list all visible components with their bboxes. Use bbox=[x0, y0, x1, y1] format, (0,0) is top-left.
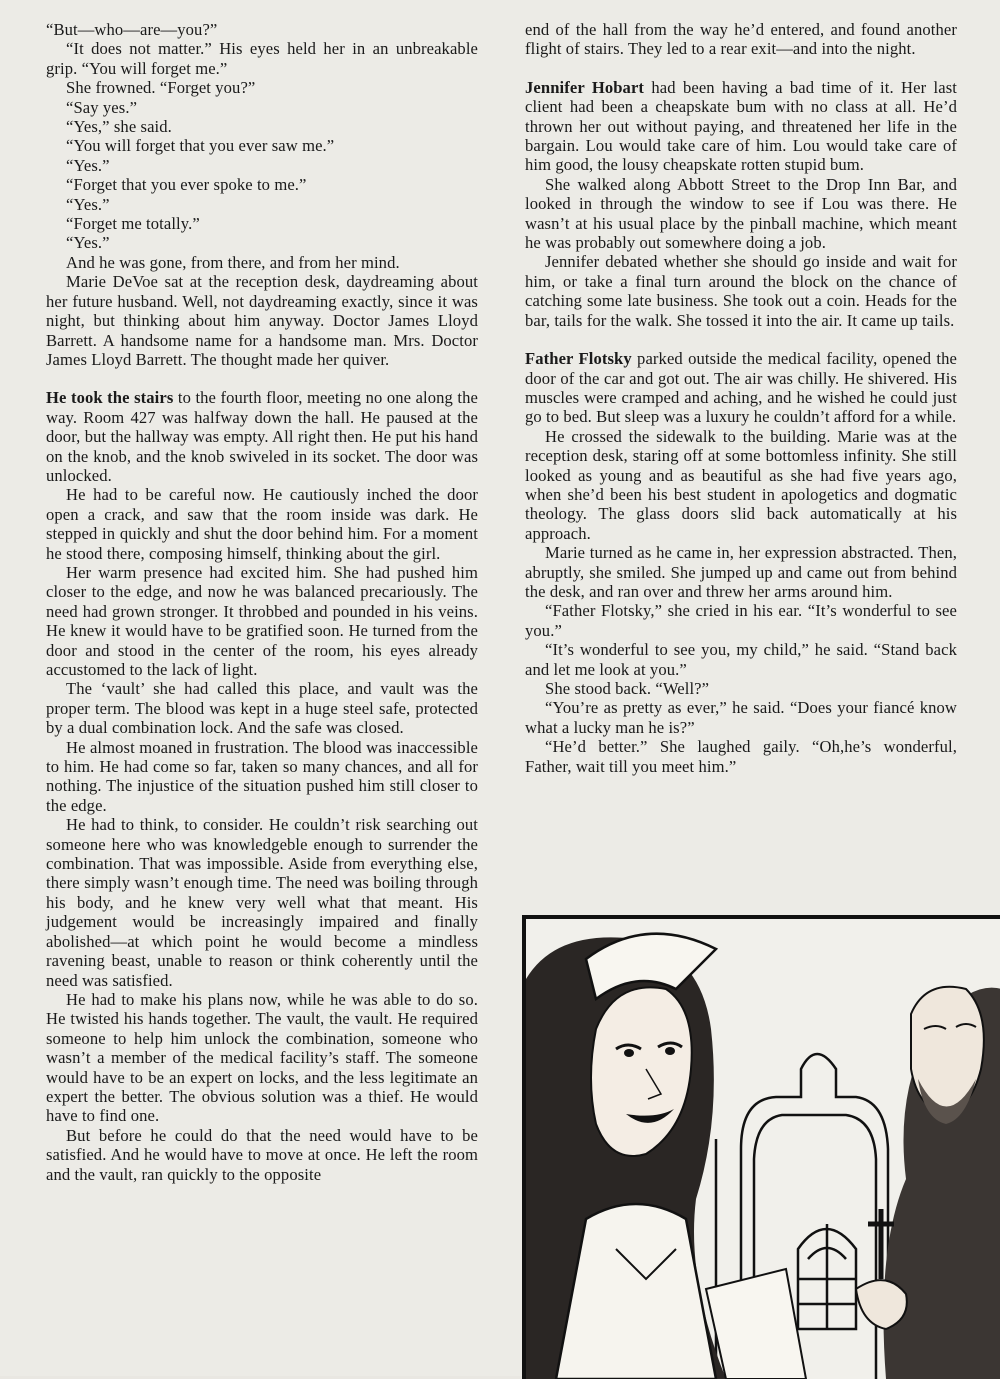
paragraph bbox=[46, 214, 478, 233]
section-lead-in: He took the stairs bbox=[46, 388, 174, 408]
paragraph bbox=[46, 39, 478, 78]
paragraph bbox=[46, 990, 478, 1126]
paragraph-text: “It’s wonderful to see you, my child,” he said. “Stand back and let me look at you.” bbox=[525, 640, 957, 679]
paragraph-text: She frowned. “Forget you?” bbox=[66, 78, 256, 98]
paragraph-text: And he was gone, from there, and from her mind. bbox=[66, 252, 400, 272]
paragraph-text: to the fourth floor, meeting no one along the way. Room 427 was halfway down the hall. He paused at the door, but the hallway was empty. All right then. He put his hand on the knob, and the knob swiveled in its socket. The door was unlocked. bbox=[46, 388, 478, 485]
paragraph bbox=[46, 485, 478, 563]
paragraph bbox=[525, 679, 957, 698]
paragraph bbox=[46, 175, 478, 194]
paragraph-text: “It does not matter.” His eyes held her in an unbreakable grip. “You will forget me.” bbox=[46, 39, 478, 78]
paragraph bbox=[46, 233, 478, 252]
paragraph bbox=[46, 117, 478, 136]
right-text-column bbox=[525, 20, 957, 776]
paragraph-text: “You’re as pretty as ever,” he said. “Does your fiancé know what a lucky man he is?” bbox=[525, 698, 957, 737]
paragraph-text: But before he could do that the need would have to be satisfied. And he would have to move at once. He left the room and the vault, ran quickly to the opposite bbox=[46, 1125, 478, 1184]
paragraph bbox=[46, 253, 478, 272]
paragraph-text: He crossed the sidewalk to the building. Marie was at the reception desk, staring off at some bottomless infinity. She still looked as young and as beautiful as she had five years ago, when she’d been his best student in apologetics and dogmatic theology. The glass doors slid back automatically at his approach. bbox=[525, 426, 957, 543]
paragraph-text: “Yes.” bbox=[66, 155, 110, 175]
paragraph-text: Jennifer debated whether she should go inside and wait for him, or take a final turn around the block on the chance of catching some late business. She took out a coin. Heads for the bar, tails for the walk. She tossed it into the air. It came up tails. bbox=[525, 252, 957, 330]
paragraph-text: “Forget that you ever spoke to me.” bbox=[66, 175, 307, 195]
left-text-column bbox=[46, 20, 478, 1184]
paragraph bbox=[46, 738, 478, 816]
paragraph bbox=[525, 349, 957, 427]
paragraph bbox=[46, 136, 478, 155]
paragraph bbox=[46, 1126, 478, 1184]
paragraph bbox=[525, 427, 957, 543]
paragraph bbox=[525, 78, 957, 175]
paragraph bbox=[525, 543, 957, 601]
paragraph-text: The ‘vault’ she had called this place, and vault was the proper term. The blood was kept in a huge steel safe, protected by a dual combination lock. And the safe was closed. bbox=[46, 679, 478, 738]
paragraph bbox=[46, 98, 478, 117]
paragraph bbox=[46, 815, 478, 990]
paragraph bbox=[46, 195, 478, 214]
paragraph-text: end of the hall from the way he’d entered, and found another flight of stairs. They led to a rear exit—and into the night. bbox=[525, 20, 957, 59]
paragraph-text: parked outside the medical facility, opened the door of the car and got out. The air was chilly. He shivered. His muscles were cramped and aching, and he wished he could just go to bed. But sleep was a luxury he couldn’t afford for a while. bbox=[525, 349, 958, 427]
section-lead-in: Jennifer Hobart bbox=[525, 77, 645, 97]
paragraph-text: “You will forget that you ever saw me.” bbox=[66, 136, 335, 156]
section-lead-in: Father Flotsky bbox=[525, 349, 632, 369]
paragraph-text: She stood back. “Well?” bbox=[545, 679, 710, 698]
paragraph bbox=[46, 272, 478, 369]
paragraph-text: “Say yes.” bbox=[66, 97, 138, 117]
paragraph bbox=[525, 737, 957, 776]
paragraph bbox=[46, 20, 478, 39]
paragraph-text: “But—who—are—you?” bbox=[46, 20, 218, 39]
paragraph-text: He had to think, to consider. He couldn’t risk searching out someone here who was knowledgeble enough to surrender the combination. That was impossible. Aside from everything else, there simply wasn’t enough time. The need was boiling through his body, and he knew very well what that meant. His judgement would be increasingly impaired and finally abolished—at which point he would become a mindless ravening beast, unable to reason or think coherently until the need was satisfied. bbox=[46, 815, 478, 990]
paragraph-text: He had to be careful now. He cautiously inched the door open a crack, and saw that the room inside was dark. He stepped in quickly and shut the door behind him. For a moment he stood there, composing himself, thinking about the girl. bbox=[46, 485, 478, 563]
paragraph-text: He had to make his plans now, while he was able to do so. He twisted his hands together. The vault, the vault. He required someone to help him unlock the combination, someone who wasn’t a member of the medical facility’s staff. The someone would have to be an expert on locks, and the less legitimate an expert the better. The obvious solution was a thief. He would have to find one. bbox=[46, 989, 478, 1126]
illustration-drawing bbox=[526, 919, 1000, 1379]
paragraph-text: Marie DeVoe sat at the reception desk, daydreaming about her future husband. Well, not daydreaming exactly, since it was night, but thinking about him anyway. Doctor James Lloyd Barrett. A handsome name for a handsome man. Mrs. Doctor James Lloyd Barrett. The thought made her quiver. bbox=[46, 272, 478, 369]
paragraph-text: She walked along Abbott Street to the Drop Inn Bar, and looked in through the window to see if Lou was there. He wasn’t at his usual place by the pinball machine, which meant he was probably out somewhere doing a job. bbox=[525, 174, 957, 253]
paragraph-text: “Yes,” she said. bbox=[66, 117, 172, 137]
paragraph bbox=[46, 78, 478, 97]
paragraph bbox=[46, 563, 478, 679]
paragraph bbox=[525, 175, 957, 253]
paragraph-text: “Father Flotsky,” she cried in his ear. “It’s wonderful to see you.” bbox=[525, 601, 957, 640]
paragraph-text: “Yes.” bbox=[66, 194, 110, 214]
paragraph-text: “He’d better.” She laughed gaily. “Oh,he’s wonderful, Father, wait till you meet him.” bbox=[525, 737, 957, 776]
paragraph-text: “Yes.” bbox=[66, 233, 110, 253]
paragraph bbox=[525, 601, 957, 640]
paragraph bbox=[525, 640, 957, 679]
paragraph bbox=[525, 252, 957, 330]
paragraph-text: “Forget me totally.” bbox=[66, 214, 200, 234]
paragraph bbox=[46, 156, 478, 175]
paragraph-text: Marie turned as he came in, her expression abstracted. Then, abruptly, she smiled. She jumped up and came out from behind the desk, and ran over and threw her arms around him. bbox=[525, 543, 957, 601]
paragraph bbox=[46, 388, 478, 485]
paragraph bbox=[525, 698, 957, 737]
paragraph-text: Her warm presence had excited him. She had pushed him closer to the edge, and now he was balanced precariously. The need had grown stronger. It throbbed and pounded in his veins. He knew it would have to be gratified soon. He turned from the door and stood in the center of the room, his eyes already accustomed to the lack of light. bbox=[46, 562, 478, 679]
comic-illustration bbox=[522, 915, 1000, 1379]
paragraph bbox=[525, 20, 957, 59]
paragraph-text: had been having a bad time of it. Her last client had been a cheapskate bum with no class at all. He’d thrown her out without paying, and threatened her life in the bargain. Lou would take care of him. Lou would take care of him good, the lousy cheapskate rotten stupid bum. bbox=[525, 77, 957, 175]
paragraph bbox=[46, 679, 478, 737]
paragraph-text: He almost moaned in frustration. The blood was inaccessible to him. He had come so far, taken so many chances, and all for nothing. The injustice of the situation pushed him still closer to the edge. bbox=[46, 737, 478, 815]
